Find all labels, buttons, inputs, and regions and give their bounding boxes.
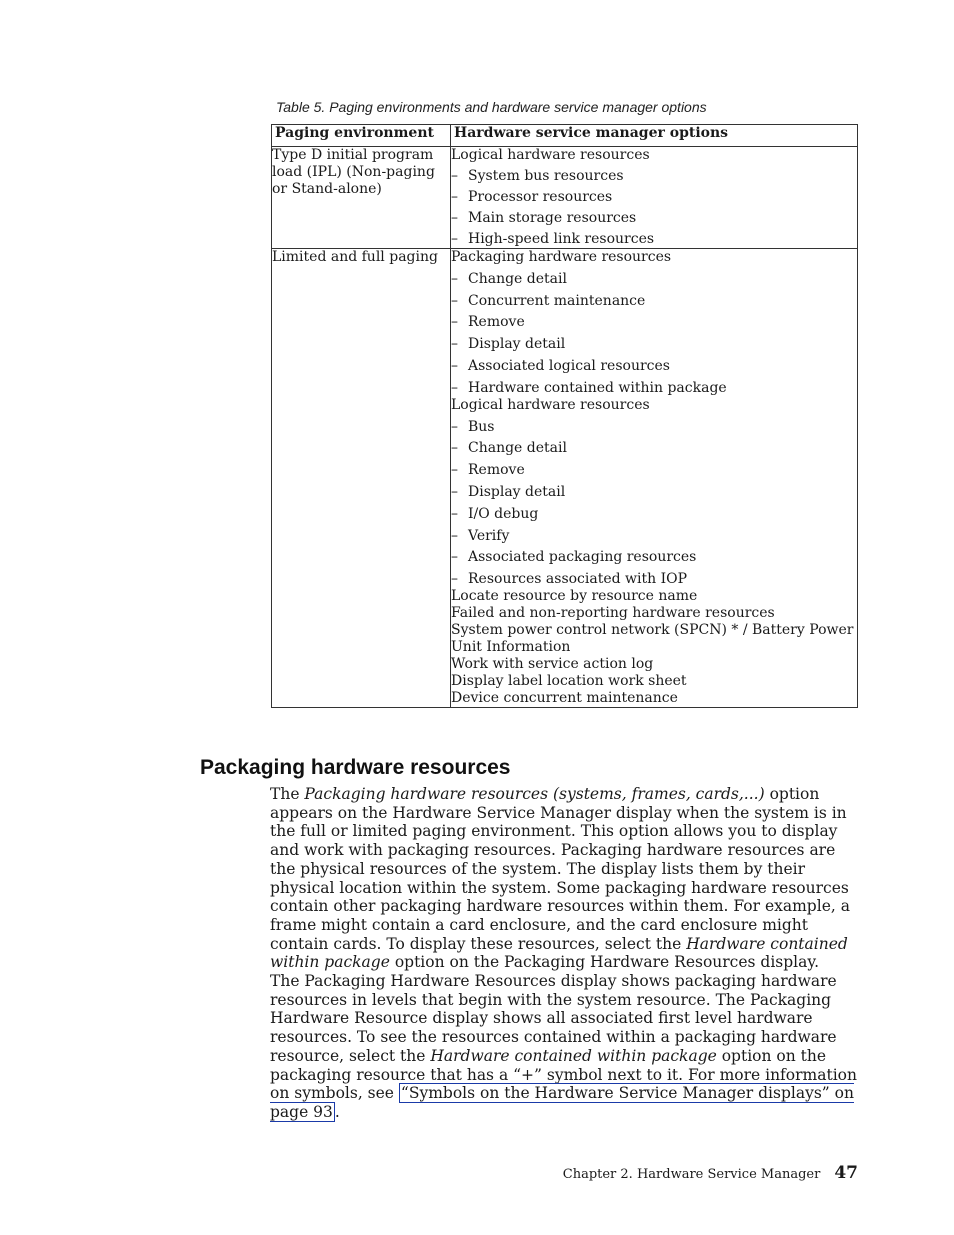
sub-option-item: – Resources associated with IOP: [451, 571, 857, 588]
options-cell: [451, 147, 858, 249]
option-item: Work with service action log: [451, 656, 654, 673]
sub-option-item: – Hardware contained within package: [451, 380, 857, 397]
sub-option-item: – Bus: [451, 419, 857, 436]
option-name-italic: Hardware contained within package: [430, 1046, 717, 1065]
table-row: [272, 249, 858, 708]
body-paragraph: [270, 972, 862, 1122]
sub-option-item: – System bus resources: [451, 168, 857, 185]
option-item: Device concurrent maintenance: [451, 690, 678, 707]
page-number: 47: [834, 1163, 858, 1183]
option-item: Locate resource by resource name: [451, 588, 698, 605]
chapter-title: Chapter 2. Hardware Service Manager: [562, 1167, 821, 1182]
option-name-italic: Hardware contained within package: [270, 934, 848, 972]
environment-cell: Limited and full paging: [272, 249, 451, 708]
section-heading: Packaging hardware resources: [200, 756, 511, 779]
sub-option-item: – I/O debug: [451, 506, 857, 523]
sub-option-item: – Display detail: [451, 336, 857, 353]
table-row: [272, 147, 858, 249]
text-run: option on the packaging resource that has a “+” symbol next to it. For more information on symbols, see: [270, 1046, 857, 1103]
paging-options-table: [271, 124, 858, 708]
sub-option-item: – Processor resources: [451, 189, 857, 206]
option-item: Display label location work sheet: [451, 673, 687, 690]
sub-option-item: – Associated logical resources: [451, 358, 857, 375]
sub-option-item: – Remove: [451, 314, 857, 331]
column-header-options: Hardware service manager options: [451, 125, 858, 147]
text-run: option on the Packaging Hardware Resources display.: [389, 953, 819, 972]
option-item: Failed and non-reporting hardware resources: [451, 605, 775, 622]
sub-option-item: – Change detail: [451, 271, 857, 288]
option-item: Logical hardware resources: [451, 147, 650, 163]
page-footer: [563, 1163, 858, 1183]
sub-option-item: – High-speed link resources: [451, 231, 857, 248]
sub-option-item: – Associated packaging resources: [451, 549, 857, 566]
option-name-italic: Packaging hardware resources (systems, frames, cards,...): [304, 785, 765, 803]
sub-option-item: – Concurrent maintenance: [451, 293, 857, 310]
sub-option-item: – Main storage resources: [451, 210, 857, 227]
column-header-environment: Paging environment: [272, 125, 451, 147]
table-caption: Table 5. Paging environments and hardware service manager options: [276, 99, 707, 115]
sub-option-item: – Verify: [451, 528, 857, 545]
option-item: System power control network (SPCN) * / Battery Power Unit Information: [451, 622, 854, 656]
option-item: Packaging hardware resources: [451, 249, 672, 265]
text-run: The: [270, 785, 305, 803]
table-header-row: [272, 125, 858, 147]
sub-option-item: – Remove: [451, 462, 857, 479]
sub-option-item: – Display detail: [451, 484, 857, 501]
cross-reference-link[interactable]: “Symbols on the Hardware Service Manager displays” on page 93: [270, 1084, 854, 1121]
text-run: option appears on the Hardware Service Manager display when the system is in the full or limited paging environment. This option allows you to display and work with packaging resources. Packaging hardware resources are the physical resources of the system. The display lists them by their physical location within the system. Some packaging hardware resources contain other packaging hardware resources within them. For example, a frame might contain a card enclosure, and the card enclosure might contain cards. To display these resources, select the: [270, 785, 850, 953]
body-paragraph: [270, 785, 862, 972]
environment-cell: Type D initial program load (IPL) (Non-paging or Stand-alone): [272, 147, 451, 249]
option-item: Logical hardware resources: [451, 396, 650, 413]
options-cell: [451, 249, 858, 708]
sub-option-item: – Change detail: [451, 440, 857, 457]
text-run: The Packaging Hardware Resources display shows packaging hardware resources in levels that begin with the system resource. The Packaging Hardware Resource display shows all associated first level hardware resources. To see the resources contained within a packaging hardware resource, select the: [270, 972, 837, 1065]
text-run: .: [334, 1102, 340, 1121]
